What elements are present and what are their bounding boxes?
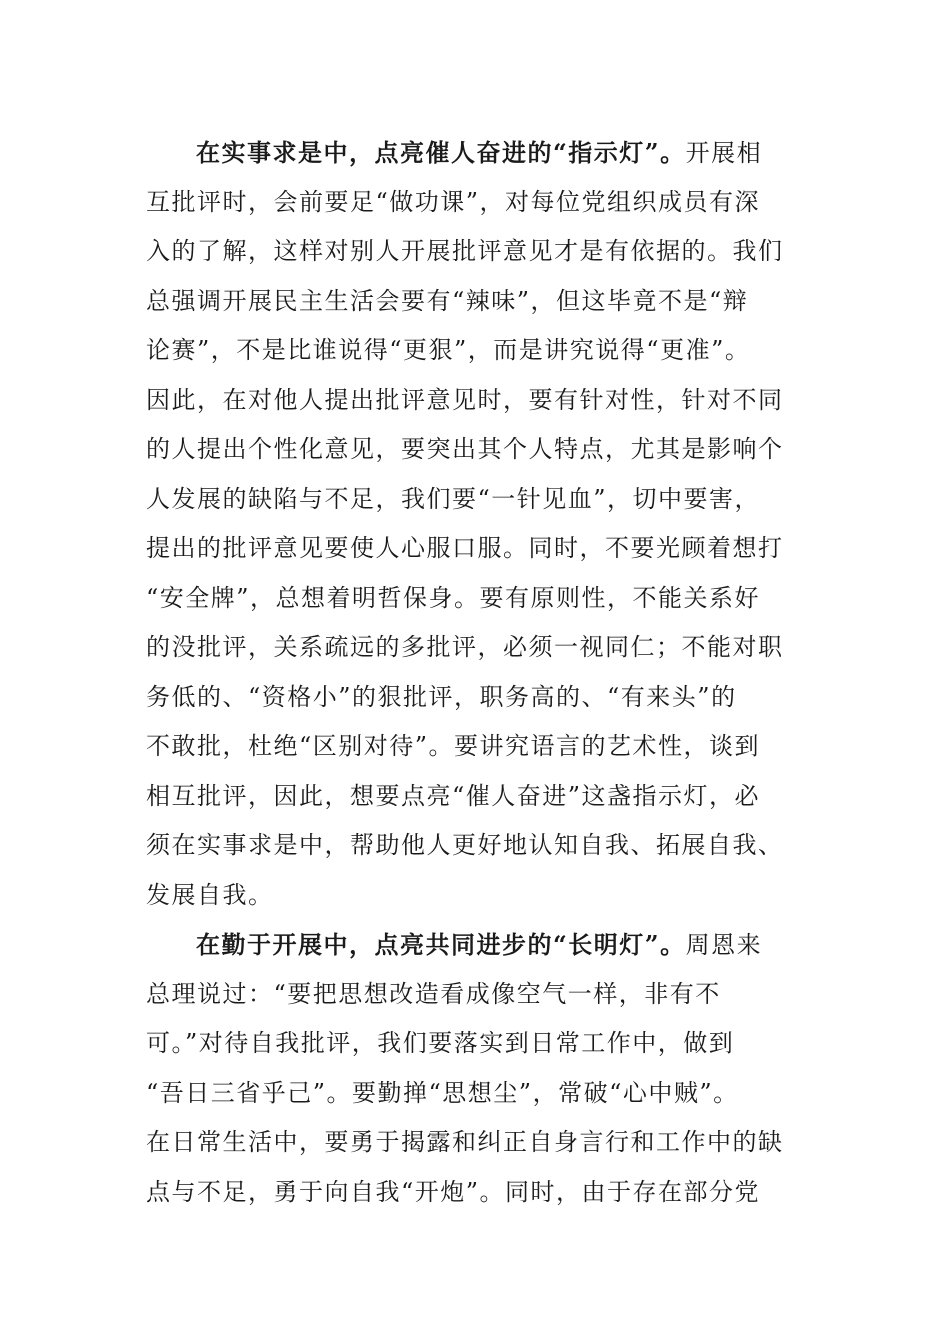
paragraph-1-line: “安全牌”，总想着明哲保身。要有原则性，不能关系好 [146,583,761,612]
paragraph-1-line: 互批评时，会前要足“做功课”，对每位党组织成员有深 [146,187,761,216]
paragraph-1-line: 入的了解，这样对别人开展批评意见才是有依据的。我们 [146,237,784,265]
paragraph-2-heading: 在勤于开展中，点亮共同进步的“长明灯”。 [196,930,686,959]
paragraph-1-line: 的人提出个性化意见，要突出其个人特点，尤其是影响个 [146,435,784,463]
paragraph-1-line: 务低的、“资格小”的狠批评，职务高的、“有来头”的 [146,682,737,711]
paragraph-2-line: “吾日三省乎己”。要勤掸“思想尘”，常破“心中贼”。 [146,1078,739,1107]
paragraph-2-first-line [146,920,806,970]
paragraph-1-line: 的没批评，关系疏远的多批评，必须一视同仁；不能对职 [146,633,784,661]
paragraph-1-line: 相互批评，因此，想要点亮“催人奋进”这盏指示灯，必 [146,781,761,810]
paragraph-1-line: 不敢批，杜绝“区别对待”。要讲究语言的艺术性，谈到 [146,732,761,760]
body-text [146,128,806,1217]
paragraph-2-text: 周恩来 [685,931,763,959]
paragraph-2-line: 在日常生活中，要勇于揭露和纠正自身言行和工作中的缺 [146,1128,784,1156]
paragraph-1-line: 人发展的缺陷与不足，我们要“一针见血”，切中要害， [146,484,761,513]
paragraph-1-heading: 在实事求是中，点亮催人奋进的“指示灯”。 [196,138,686,167]
paragraph-1-line: 总强调开展民主生活会要有“辣味”，但这毕竟不是“辩 [146,286,749,315]
paragraph-2-line: 可。”对待自我批评，我们要落实到日常工作中，做到 [146,1029,735,1057]
paragraph-2-line: 点与不足，勇于向自我“开炮”。同时，由于存在部分党 [146,1177,761,1206]
paragraph-1-line: 须在实事求是中，帮助他人更好地认知自我、拓展自我、 [146,831,784,859]
paragraph-1-line: 提出的批评意见要使人心服口服。同时，不要光顾着想打 [146,534,784,562]
paragraph-1-line: 因此，在对他人提出批评意见时，要有针对性，针对不同 [146,385,784,414]
paragraph-1-first-line [146,128,806,178]
paragraph-1-line: 发展自我。 [146,880,274,909]
paragraph-2-line: 总理说过：“要把思想改造看成像空气一样，非有不 [146,979,721,1008]
paragraph-1-text: 开展相 [685,139,763,167]
paragraph-1-line: 论赛”，不是比谁说得“更狠”，而是讲究说得“更准”。 [146,336,751,364]
